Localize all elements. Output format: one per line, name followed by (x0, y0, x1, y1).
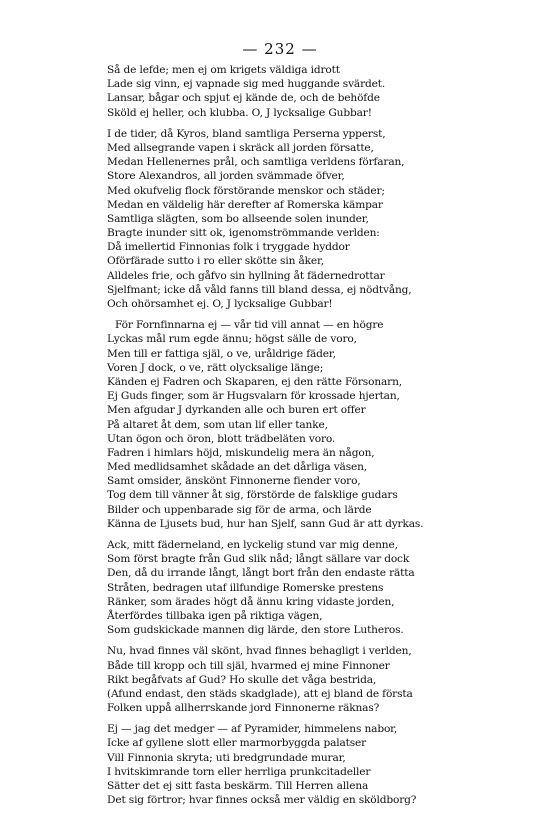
verse-line: Bilder och uppenbarade sig för de arma, och lärde (107, 503, 372, 516)
verse-line: I de tider, då Kyros, bland samtliga Perserna ypperst, (107, 127, 386, 140)
stanza (107, 722, 487, 807)
verse-line: Med allsegrande vapen i skräck all jorden försatte, (107, 141, 374, 154)
verse-line: Men afgudar J dyrkanden alle och buren ert offer (107, 404, 366, 417)
stanza-gap (0, 311, 560, 318)
verse-line: Store Alexandros, all jorden svämmade öfver, (107, 170, 345, 183)
stanza-gap (0, 715, 560, 722)
verse-line: Sköld ej heller, och klubba. O, J lycksalige Gubbar! (107, 106, 372, 119)
verse-line: Sjelfmant; icke då våld fanns till bland dessa, ej nödtvång, (107, 283, 412, 296)
verse-line: Med medlidsamhet skådade an det dårliga väsen, (107, 461, 368, 474)
verse-line: Medan en väldelig här derefter af Romerska kämpar (107, 198, 383, 211)
verse-line: Bragte inunder sitt ok, igenomströmmande verlden: (107, 227, 380, 240)
page-number: — 232 — (242, 40, 318, 58)
verse-line: Ej Guds finger, som är Hugsvalarn för krossade hjertan, (107, 390, 400, 403)
poem-body (0, 63, 560, 807)
stanza-gap (0, 637, 560, 644)
verse-line: Känna de Ljusets bud, hur han Sjelf, sann Gud är att dyrkas. (107, 517, 424, 530)
verse-line: Då imellertid Finnonias folk i tryggade hyddor (107, 241, 350, 254)
verse-line: Så de lefde; men ej om krigets väldiga idrott (107, 64, 340, 76)
verse-line: Lyckas mål rum egde ännu; högst sälle de voro, (107, 333, 357, 346)
verse-line: Icke af gyllene slott eller marmorbyggda palatser (107, 737, 367, 750)
verse-line: I hvitskimrande torn eller herrliga prunkcitadeller (107, 765, 371, 778)
verse-line: Samtliga slägten, som bo allseende solen inunder, (107, 212, 369, 225)
verse-line: Men till er fattiga själ, o ve, uråldrige fäder, (107, 347, 336, 360)
verse-line: Ej — jag det medger — af Pyramider, himmelens nabor, (107, 723, 398, 736)
verse-line: För Fornfinnarna ej — vår tid vill annat — en högre (115, 319, 384, 332)
stanza (107, 318, 487, 531)
verse-line: Samt omsider, änskönt Finnonerne fiender voro, (107, 475, 361, 488)
verse-line: Nu, hvad finnes väl skönt, hvad finnes behagligt i verlden, (107, 645, 412, 658)
verse-line: Som gudskickade mannen dig lärde, den store Lutheros. (107, 624, 404, 637)
stanza-gap (0, 531, 560, 538)
verse-line: Oförfärade sutto i ro eller skötte sin åker, (107, 255, 324, 268)
verse-line: Känden ej Fadren och Skaparen, ej den rätte Försonarn, (107, 375, 402, 388)
verse-line: Tog dem till vänner åt sig, förstörde de falsklige gudars (107, 489, 398, 502)
verse-line: Återfördes tillbaka igen på riktiga vägen, (107, 609, 323, 622)
verse-line: Stråten, bedragen utaf illfundige Romerske prestens (107, 581, 384, 594)
stanza (107, 63, 487, 120)
stanza-gap (0, 120, 560, 127)
verse-line: Ränker, som ärades högt då ännu kring vidaste jorden, (107, 595, 395, 608)
verse-line: Och ohörsamhet ej. O, J lycksalige Gubbar! (107, 298, 333, 310)
stanza (107, 644, 487, 715)
verse-line: (Afund endast, den städs skadglade), att ej bland de första (107, 687, 413, 700)
verse-line: Utan ögon och öron, blott trädbeläten voro. (107, 432, 336, 445)
verse-line: Den, då du irrande långt, långt bort från den endaste rätta (107, 567, 415, 580)
verse-line: Med okufvelig flock förstörande menskor och städer; (107, 184, 385, 197)
verse-line: Det sig förtror; hvar finnes också mer väldig en sköldborg? (107, 794, 417, 807)
verse-line: Som först bragte från Gud slik nåd; långt sällare var dock (107, 553, 410, 566)
stanza (107, 127, 487, 311)
verse-line: Voren J dock, o ve, rätt olycksalige länge; (107, 361, 324, 374)
verse-line: Ack, mitt fäderneland, en lyckelig stund var mig denne, (107, 539, 398, 551)
verse-line: Medan Hellenernes prål, och samtliga verldens förfaran, (107, 156, 405, 169)
verse-line: På altaret åt dem, som utan lif eller tanke, (107, 418, 328, 431)
verse-line: Fadren i himlars höjd, miskundelig mera än någon, (107, 446, 375, 459)
verse-line: Lade sig vinn, ej vapnade sig med huggande svärdet. (107, 78, 386, 91)
verse-line: Vill Finnonia skryta; uti bredgrundade murar, (107, 751, 346, 764)
verse-line: Alldeles frie, och gåfvo sin hyllning åt fädernedrottar (107, 269, 385, 282)
verse-line: Rikt begåfvats af Gud? Ho skulle det våga bestrida, (107, 673, 377, 686)
verse-line: Folken uppå allherrskande jord Finnonerne räknas? (107, 702, 380, 715)
stanza (107, 538, 487, 637)
verse-line: Både till kropp och till själ, hvarmed ej mine Finnoner (107, 659, 390, 672)
verse-line: Lansar, bågar och spjut ej kände de, och de behöfde (107, 92, 380, 105)
verse-line: Sätter det ej sitt fasta beskärm. Till Herren allena (107, 780, 369, 792)
